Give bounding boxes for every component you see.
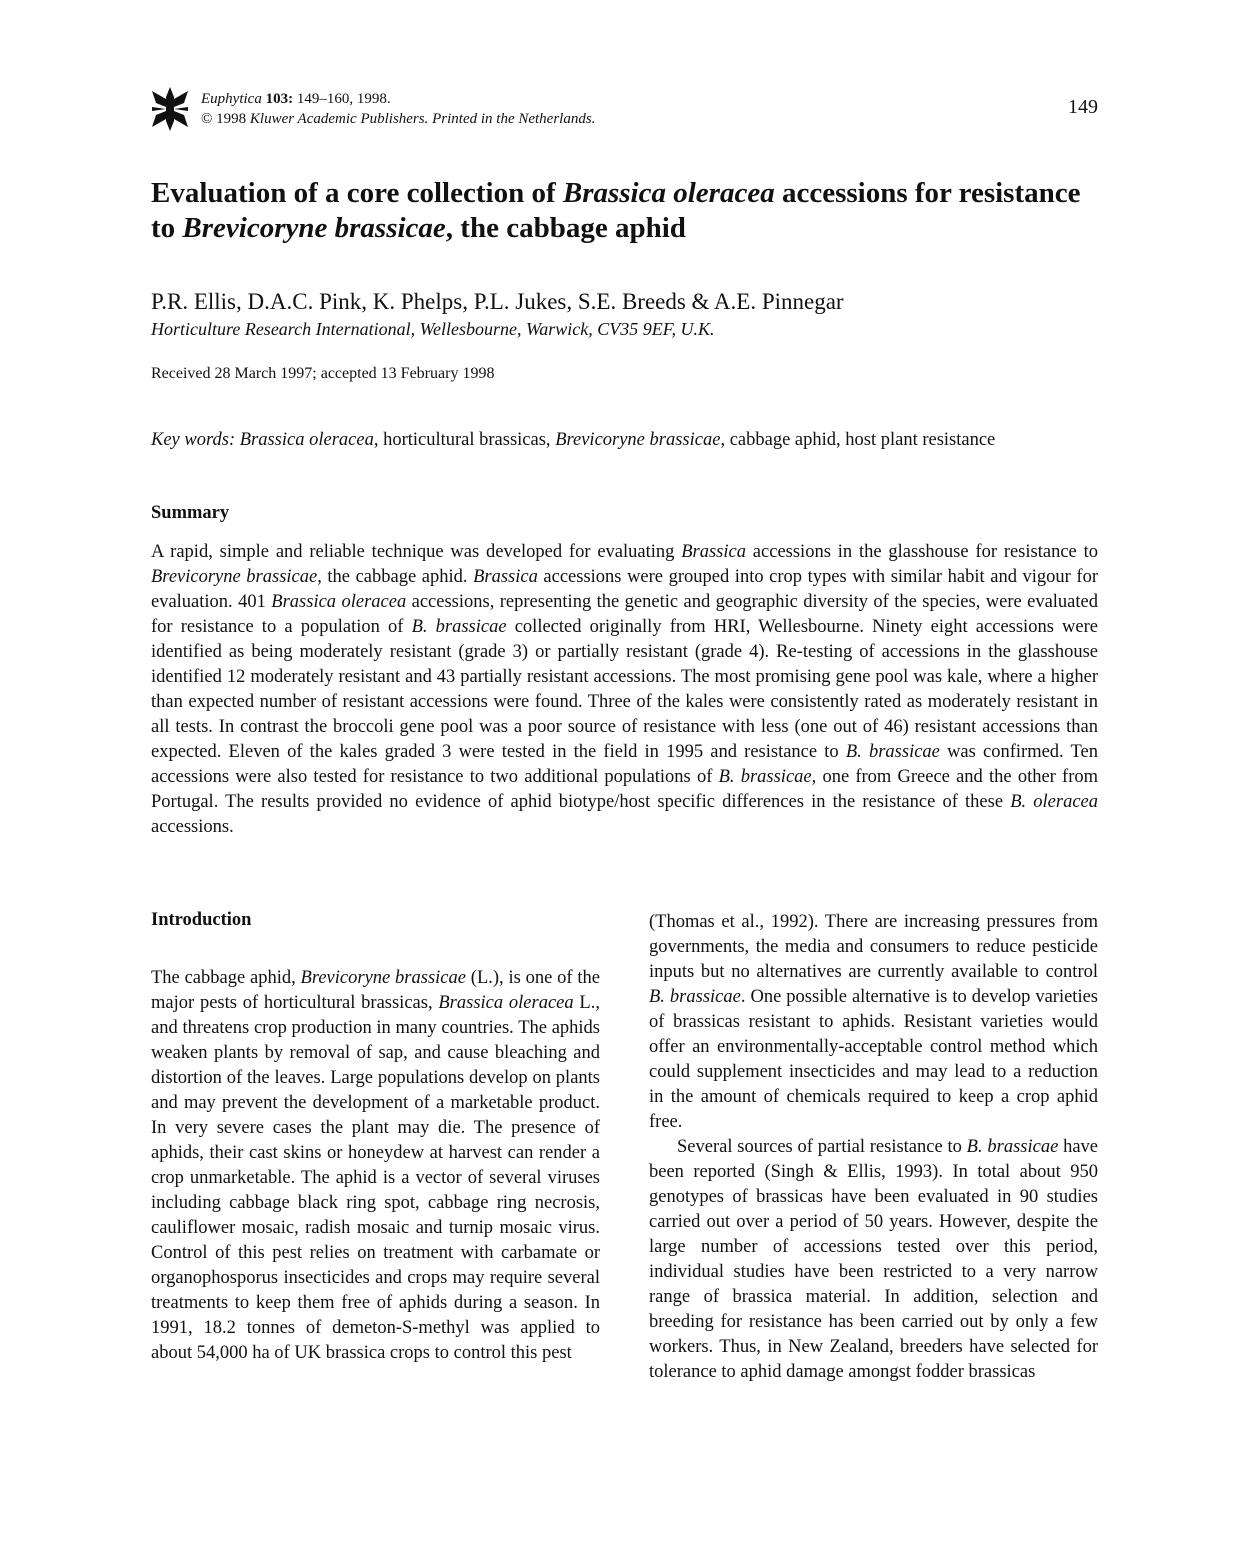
introduction-heading: Introduction — [151, 910, 252, 930]
summary-span: A rapid, simple and reliable technique was developed for evaluating — [151, 542, 682, 562]
journal-pages-year: 149–160, 1998. — [296, 91, 391, 107]
intro-span: Several sources of partial resistance to — [677, 1137, 967, 1157]
summary-heading: Summary — [151, 503, 230, 523]
intro-column-left — [151, 966, 600, 1366]
title-species: Brevicoryne brassicae — [182, 212, 446, 244]
journal-name: Euphytica — [201, 91, 262, 107]
summary-span: was confirmed. Ten accessions were also tested for resistance to two additional populations of — [151, 742, 1098, 787]
intro-paragraph — [649, 910, 1098, 1135]
intro-span: (Thomas et al., 1992). There are increasing pressures from governments, the media and consumers to reduce pesticide inputs but no alternatives are currently available to control — [649, 912, 1098, 982]
journal-citation — [201, 89, 595, 129]
summary-span: , one from Greece and the other from Portugal. The results provided no evidence of aphid biotype/host specific differences in the resistance of these — [151, 767, 1098, 812]
intro-species: Brassica oleracea — [438, 993, 574, 1013]
intro-paragraph — [649, 1135, 1098, 1385]
author-affiliation: Horticulture Research International, Wellesbourne, Warwick, CV35 9EF, U.K. — [151, 319, 715, 339]
intro-span: . One possible alternative is to develop varieties of brassicas resistant to aphids. Resistant varieties would offer an environmentally-acceptable control method which could supplement insecticides and may lead to a reduction in the amount of chemicals required to keep a crop aphid free. — [649, 987, 1098, 1132]
summary-span: accessions were grouped into crop types with similar habit and vigour for evaluation. 401 — [151, 567, 1098, 612]
summary-species: B. oleracea — [1010, 792, 1098, 812]
summary-text — [151, 540, 1098, 840]
summary-span: accessions, representing the genetic and geographic diversity of the species, were evaluated for resistance to a population of — [151, 592, 1098, 637]
publisher-line: Kluwer Academic Publishers. Printed in the Netherlands. — [249, 111, 596, 127]
keyword-part: , horticultural brassicas, — [373, 430, 556, 450]
intro-span: have been reported (Singh & Ellis, 1993). In total about 950 genotypes of brassicas have been evaluated in 90 studies carried out over a period of 50 years. However, despite the large number of accessions tested over this period, individual studies have been restricted to a very narrow range of brassica material. In addition, selection and breeding for resistance has been carried out by only a few workers. Thus, in New Zealand, breeders have selected for tolerance to aphid damage amongst fodder brassicas — [649, 1137, 1098, 1382]
keyword-part: Key words: Brassica oleracea — [151, 430, 374, 450]
summary-species: B. brassicae — [411, 617, 507, 637]
page-number: 149 — [1068, 96, 1098, 118]
keyword-part: , cabbage aphid, host plant resistance — [720, 430, 996, 450]
intro-paragraph — [151, 966, 600, 1366]
title-species: Brassica oleracea — [562, 177, 775, 209]
summary-species: Brassica — [473, 567, 538, 587]
intro-span: The cabbage aphid, — [151, 968, 301, 988]
intro-species: B. brassicae — [649, 987, 741, 1007]
publisher-logo-icon — [152, 87, 188, 131]
summary-species: Brassica — [681, 542, 746, 562]
summary-span: accessions. — [151, 817, 234, 837]
intro-span: L., and threatens crop production in many countries. The aphids weaken plants by removal of sap, and cause bleaching and distortion of the leaves. Large populations develop on plants and may prevent the development of a marketable product. In very severe cases the plant may die. The presence of aphids, their cast skins or honeydew at harvest can render a crop unmarketable. The aphid is a vector of several viruses including cabbage black ring spot, cabbage ring necrosis, cauliflower mosaic, radish mosaic and turnip mosaic virus. Control of this pest relies on treatment with carbamate or organophosporus insecticides and crops may require several treatments to keep them free of aphids during a season. In 1991, 18.2 tonnes of demeton-S-methyl was applied to about 54,000 ha of UK brassica crops to control this pest — [151, 993, 600, 1363]
keywords — [151, 430, 1101, 451]
intro-column-right — [649, 910, 1098, 1385]
summary-species: Brevicoryne brassicae — [151, 567, 318, 587]
title-part: Evaluation of a core collection of — [151, 177, 563, 209]
intro-species: B. brassicae — [966, 1137, 1059, 1157]
title-part: accessions for resistance to — [151, 177, 1081, 244]
summary-species: B. brassicae — [845, 742, 940, 762]
summary-span: , the cabbage aphid. — [317, 567, 474, 587]
summary-species: B. brassicae — [718, 767, 812, 787]
paper-title — [151, 176, 1111, 246]
intro-span: (L.), is one of the major pests of horticultural brassicas, — [151, 968, 600, 1013]
intro-species: Brevicoryne brassicae — [300, 968, 466, 988]
received-dates: Received 28 March 1997; accepted 13 February 1998 — [151, 365, 495, 382]
author-list: P.R. Ellis, D.A.C. Pink, K. Phelps, P.L. Jukes, S.E. Breeds & A.E. Pinnegar — [151, 289, 844, 314]
title-part: , the cabbage aphid — [445, 212, 686, 244]
journal-volume: 103: — [265, 91, 294, 107]
copyright-year: © 1998 — [201, 111, 247, 127]
keyword-part: Brevicoryne brassicae — [555, 430, 721, 450]
summary-span: accessions in the glasshouse for resistance to — [745, 542, 1098, 562]
summary-species: Brassica oleracea — [271, 592, 407, 612]
summary-span: collected originally from HRI, Wellesbourne. Ninety eight accessions were identified as being moderately resistant (grade 3) or partially resistant (grade 4). Re-testing of accessions in the glasshouse identified 12 moderately resistant and 43 partially resistant accessions. The most promising gene pool was kale, where a higher than expected number of resistant accessions were found. Three of the kales were consistently rated as moderately resistant in all tests. In contrast the broccoli gene pool was a poor source of resistance with less (one out of 46) resistant accessions than expected. Eleven of the kales graded 3 were tested in the field in 1995 and resistance to — [151, 617, 1098, 762]
